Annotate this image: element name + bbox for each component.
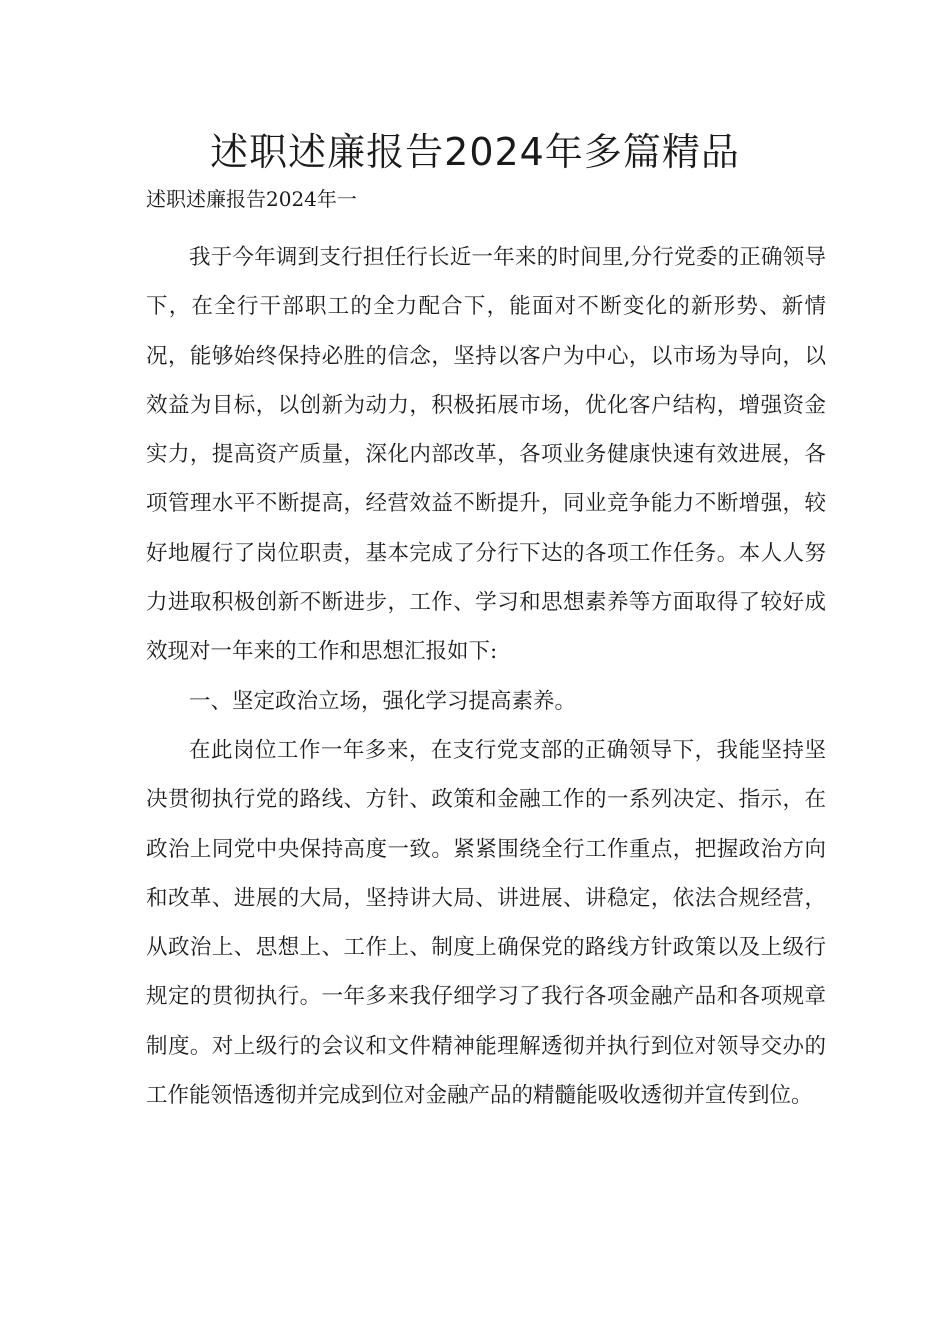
document-title: 述职述廉报告2024年多篇精品 — [210, 130, 740, 174]
document-body — [146, 233, 826, 1120]
paragraph-section-heading: 一、坚定政治立场，强化学习提高素养。 — [189, 688, 577, 714]
paragraph-political-stance: 在此岗位工作一年多来，在支行党支部的正确领导下，我能坚持坚决贯彻执行党的路线、方针、政策和金融工作的一系列决定、指示，在政治上同党中央保持高度一致。紧紧围绕全行工作重点，把握政治方向和改革、进展的大局，坚持讲大局、讲进展、讲稳定，依法合规经营，从政治上、思想上、工作上、制度上确保党的路线方针政策以及上级行规定的贯彻执行。一年多来我仔细学习了我行各项金融产品和各项规章制度。对上级行的会议和文件精神能理解透彻并执行到位对领导交办的工作能领悟透彻并完成到位对金融产品的精髓能吸收透彻并宣传到位。 — [146, 737, 826, 1109]
section-subtitle: 述职述廉报告2024年一 — [146, 187, 357, 211]
paragraph-intro: 我于今年调到支行担任行长近一年来的时间里,分行党委的正确领导下，在全行干部职工的全力配合下，能面对不断变化的新形势、新情况，能够始终保持必胜的信念，坚持以客户为中心，以市场为导向，以效益为目标，以创新为动力，积极拓展市场，优化客户结构，增强资金实力，提高资产质量，深化内部改革，各项业务健康快速有效进展，各项管理水平不断提高，经营效益不断提升，同业竞争能力不断增强，较好地履行了岗位职责，基本完成了分行下达的各项工作任务。本人人努力进取积极创新不断进步，工作、学习和思想素养等方面取得了较好成效现对一年来的工作和思想汇报如下: — [146, 245, 826, 665]
